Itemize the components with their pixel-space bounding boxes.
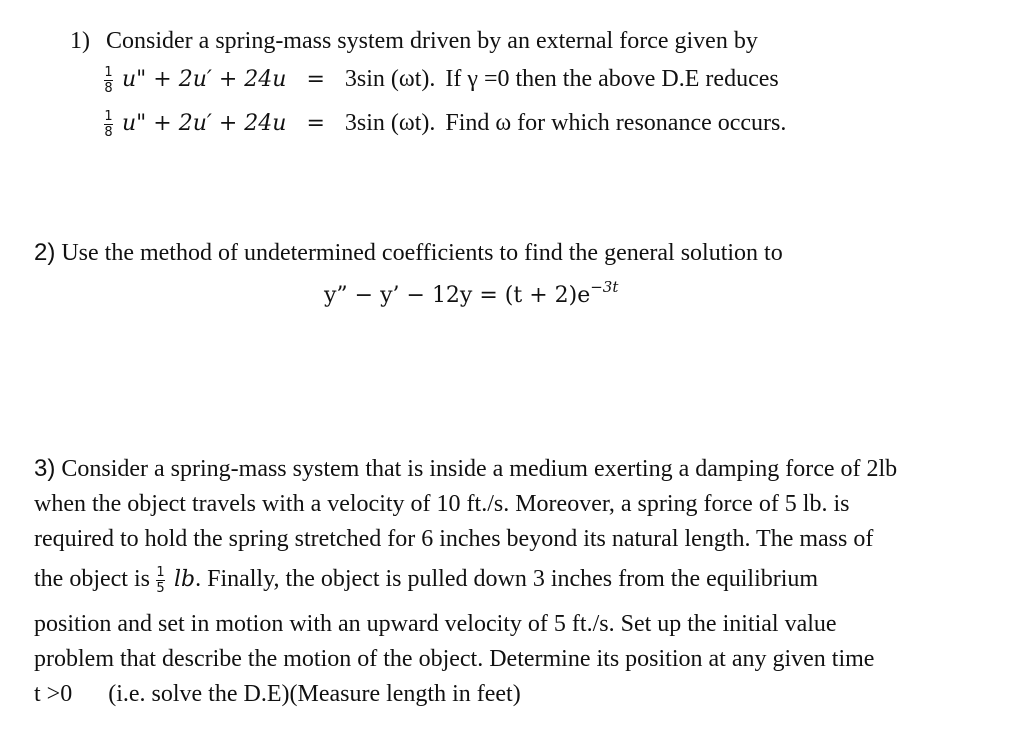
q2-eq-lhs: y” − y’ − 12y = (t + 2)e (324, 283, 591, 308)
fraction-denominator: 5 (156, 580, 165, 596)
q1-intro: Consider a spring-mass system driven by an external force given by (106, 28, 758, 54)
q3-line1 (34, 454, 897, 484)
q3-line4 (34, 564, 818, 595)
q1-equation-2 (104, 108, 786, 139)
q2-text: Use the method of undetermined coefficients to find the general solution to (61, 240, 783, 266)
q3-unit: lb (173, 567, 196, 592)
q3-fraction (156, 566, 165, 595)
q1-line1 (70, 26, 758, 56)
fraction-numerator: 1 (104, 64, 113, 80)
q3-number: 3) (34, 455, 56, 482)
q3-line4-post: . Finally, the object is pulled down 3 inches from the equilibrium (195, 566, 819, 592)
q1-equals: = (306, 67, 325, 92)
q1-rhs-2: 3sin (ωt). (344, 110, 436, 136)
q1-equation-1 (104, 64, 779, 95)
q3-line7-a: t >0 (34, 681, 73, 707)
q1-lhs-2: u" + 2u′ + 24u (122, 111, 287, 136)
q2-line1 (34, 238, 783, 268)
q2-eq-exponent: −3t (590, 278, 619, 296)
q1-fraction-2 (104, 110, 113, 139)
fraction-numerator: 1 (156, 564, 165, 580)
q3-line7 (34, 679, 521, 709)
q1-line3-tail: Find ω for which resonance occurs. (445, 110, 787, 136)
q2-equation (324, 272, 618, 311)
fraction-denominator: 8 (104, 80, 113, 96)
q1-rhs: 3sin (ωt). (344, 66, 436, 92)
q3-line7-b: (i.e. solve the D.E)(Measure length in feet) (108, 681, 521, 707)
q3-line2: when the object travels with a velocity of 10 ft./s. Moreover, a spring force of 5 lb. is (34, 491, 850, 517)
q3-line3: required to hold the spring stretched for 6 inches beyond its natural length. The mass of (34, 526, 874, 552)
q3-line6: problem that describe the motion of the object. Determine its position at any given time (34, 646, 875, 672)
q3-line1-text: Consider a spring-mass system that is inside a medium exerting a damping force of 2lb (61, 456, 898, 482)
q1-line2-tail: If γ =0 then the above D.E reduces (445, 66, 779, 92)
q1-fraction (104, 66, 113, 95)
q1-equals-2: = (306, 111, 325, 136)
fraction-denominator: 8 (104, 124, 113, 140)
q1-number: 1) (70, 28, 90, 54)
q3-line5: position and set in motion with an upward velocity of 5 ft./s. Set up the initial value (34, 611, 837, 637)
q3-line4-pre: the object is (34, 566, 150, 592)
fraction-numerator: 1 (104, 108, 113, 124)
q1-lhs: u" + 2u′ + 24u (122, 67, 287, 92)
q2-number: 2) (34, 239, 56, 266)
